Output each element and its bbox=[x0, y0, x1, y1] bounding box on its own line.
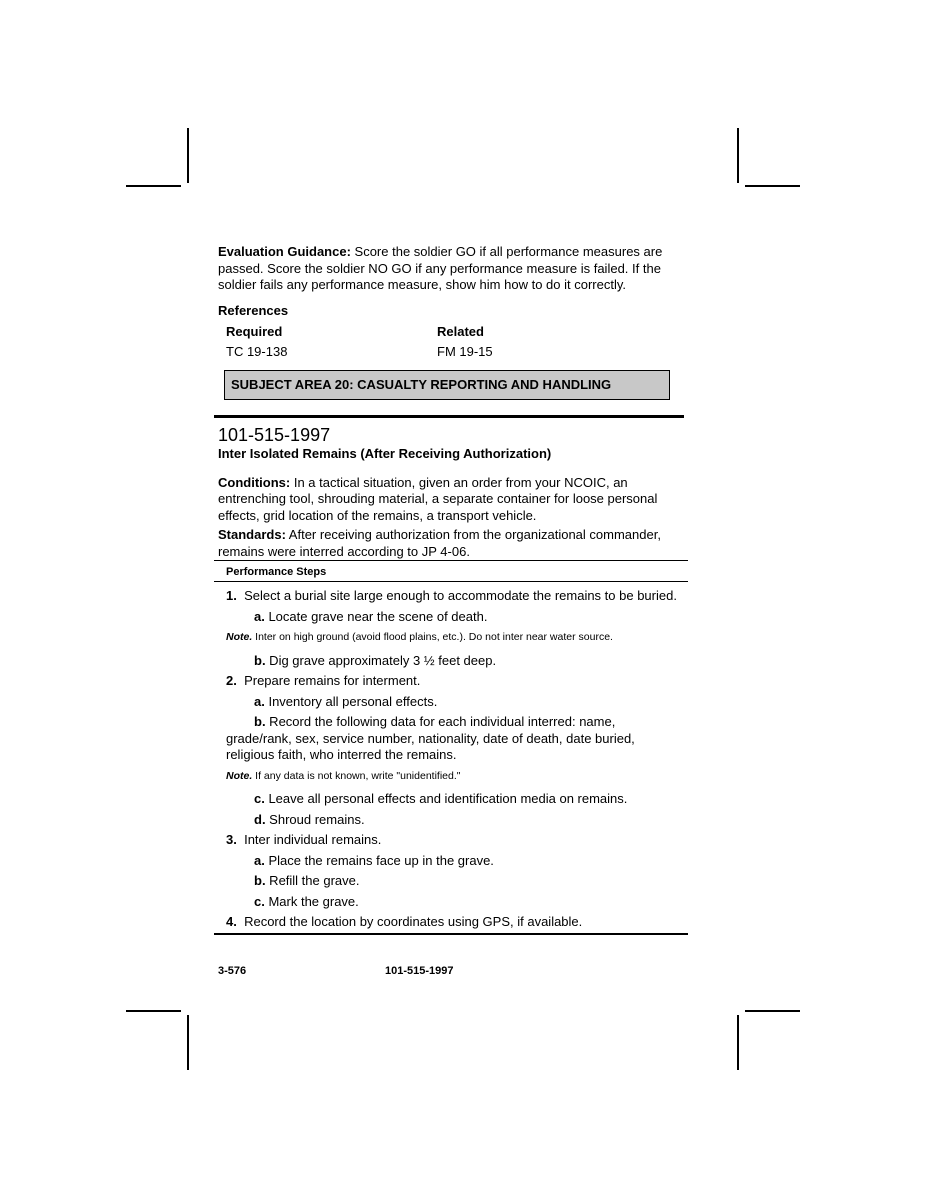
evaluation-guidance bbox=[218, 244, 688, 294]
substep-letter: c. bbox=[254, 893, 265, 909]
substep-text: Place the remains face up in the grave. bbox=[264, 852, 494, 868]
substep-text: Leave all personal effects and identification media on remains. bbox=[264, 791, 628, 806]
footer-page-number: 3-576 bbox=[218, 965, 247, 977]
substep-letter: c. bbox=[254, 791, 265, 806]
step-2c bbox=[226, 791, 681, 808]
step-2a bbox=[226, 694, 681, 711]
table-bottom-rule bbox=[214, 933, 688, 935]
substep-text: Mark the grave. bbox=[264, 893, 359, 909]
performance-steps-table bbox=[214, 560, 688, 935]
footer-task-number: 101-515-1997 bbox=[385, 965, 454, 977]
crop-mark-top-left-horizontal bbox=[126, 185, 181, 187]
substep-letter: a. bbox=[254, 693, 265, 709]
step-1 bbox=[226, 588, 681, 605]
references-header-row bbox=[226, 322, 688, 342]
required-reference: TC 19-138 bbox=[226, 343, 288, 359]
references-value-row bbox=[226, 342, 688, 362]
step-text: Record the location by coordinates using GPS, if available. bbox=[244, 914, 583, 929]
note-text: If any data is not known, write "unidentified." bbox=[252, 769, 461, 782]
step-number: 4. bbox=[226, 914, 237, 929]
substep-text: Locate grave near the scene of death. bbox=[264, 608, 488, 624]
task-number: 101-515-1997 bbox=[218, 425, 331, 445]
references-title: References bbox=[218, 302, 289, 318]
step-3c bbox=[226, 894, 681, 911]
step-2d bbox=[226, 812, 681, 829]
substep-letter: a. bbox=[254, 608, 265, 624]
performance-steps-header: Performance Steps bbox=[214, 561, 688, 582]
task-section bbox=[218, 425, 688, 560]
crop-mark-top-right-horizontal bbox=[745, 185, 800, 187]
substep-letter: a. bbox=[254, 852, 265, 868]
step-3 bbox=[226, 832, 681, 849]
crop-mark-top-left-vertical bbox=[187, 128, 189, 183]
note-label: Note. bbox=[226, 631, 253, 643]
substep-letter: b. bbox=[254, 873, 266, 888]
conditions-label: Conditions: bbox=[218, 474, 291, 490]
standards bbox=[218, 527, 688, 560]
standards-label: Standards: bbox=[218, 527, 286, 542]
substep-text: Inventory all personal effects. bbox=[264, 693, 438, 709]
standards-text: After receiving authorization from the organizational commander, remains were interred according to JP 4-06. bbox=[218, 527, 661, 559]
step-1b bbox=[226, 653, 681, 670]
required-label: Required bbox=[226, 323, 283, 339]
step-1a bbox=[226, 609, 681, 626]
substep-letter: b. bbox=[254, 652, 266, 668]
substep-text: Record the following data for each individual interred: name, grade/rank, sex, service number, nationality, date of death, date buried, religious faith, who interred the remains. bbox=[226, 714, 635, 762]
substep-text: Refill the grave. bbox=[265, 873, 360, 888]
crop-mark-bottom-right-vertical bbox=[737, 1015, 739, 1070]
subject-area-box: SUBJECT AREA 20: CASUALTY REPORTING AND HANDLING bbox=[224, 370, 670, 400]
step-3a bbox=[226, 853, 681, 870]
step-number: 2. bbox=[226, 673, 237, 688]
note-2 bbox=[226, 768, 681, 785]
note-label: Note. bbox=[226, 769, 253, 782]
step-text: Prepare remains for interment. bbox=[244, 673, 421, 688]
substep-letter: b. bbox=[254, 714, 266, 729]
evaluation-text: Score the soldier GO if all performance measures are passed. Score the soldier NO GO if any performance measure is failed. If the soldier fails any performance measure, show him how to do it correctly. bbox=[218, 244, 663, 292]
step-2b bbox=[226, 714, 681, 764]
substep-text: Dig grave approximately 3 ½ feet deep. bbox=[265, 652, 497, 668]
evaluation-label: Evaluation Guidance: bbox=[218, 244, 351, 259]
step-4 bbox=[226, 914, 681, 931]
note-text: Inter on high ground (avoid flood plains, etc.). Do not inter near water source. bbox=[252, 631, 613, 643]
crop-mark-top-right-vertical bbox=[737, 128, 739, 183]
crop-mark-bottom-right-horizontal bbox=[745, 1010, 800, 1012]
conditions-text: In a tactical situation, given an order from your NCOIC, an entrenching tool, shrouding material, a separate container for loose personal effects, grid location of the remains, a transport vehicle. bbox=[218, 474, 658, 523]
task-title: Inter Isolated Remains (After Receiving Authorization) bbox=[218, 446, 552, 461]
step-2 bbox=[226, 673, 681, 690]
page-content bbox=[218, 244, 688, 400]
related-label: Related bbox=[437, 323, 484, 339]
substep-letter: d. bbox=[254, 811, 266, 827]
step-number: 3. bbox=[226, 832, 237, 847]
note-1 bbox=[226, 629, 681, 646]
crop-mark-bottom-left-horizontal bbox=[126, 1010, 181, 1012]
section-divider bbox=[214, 415, 684, 418]
step-text: Select a burial site large enough to accommodate the remains to be buried. bbox=[244, 588, 677, 603]
related-reference: FM 19-15 bbox=[437, 343, 493, 359]
steps-list bbox=[214, 588, 681, 931]
conditions bbox=[218, 475, 688, 525]
step-3b bbox=[226, 873, 681, 890]
crop-mark-bottom-left-vertical bbox=[187, 1015, 189, 1070]
step-text: Inter individual remains. bbox=[244, 832, 382, 847]
step-number: 1. bbox=[226, 588, 237, 603]
substep-text: Shroud remains. bbox=[265, 811, 365, 827]
